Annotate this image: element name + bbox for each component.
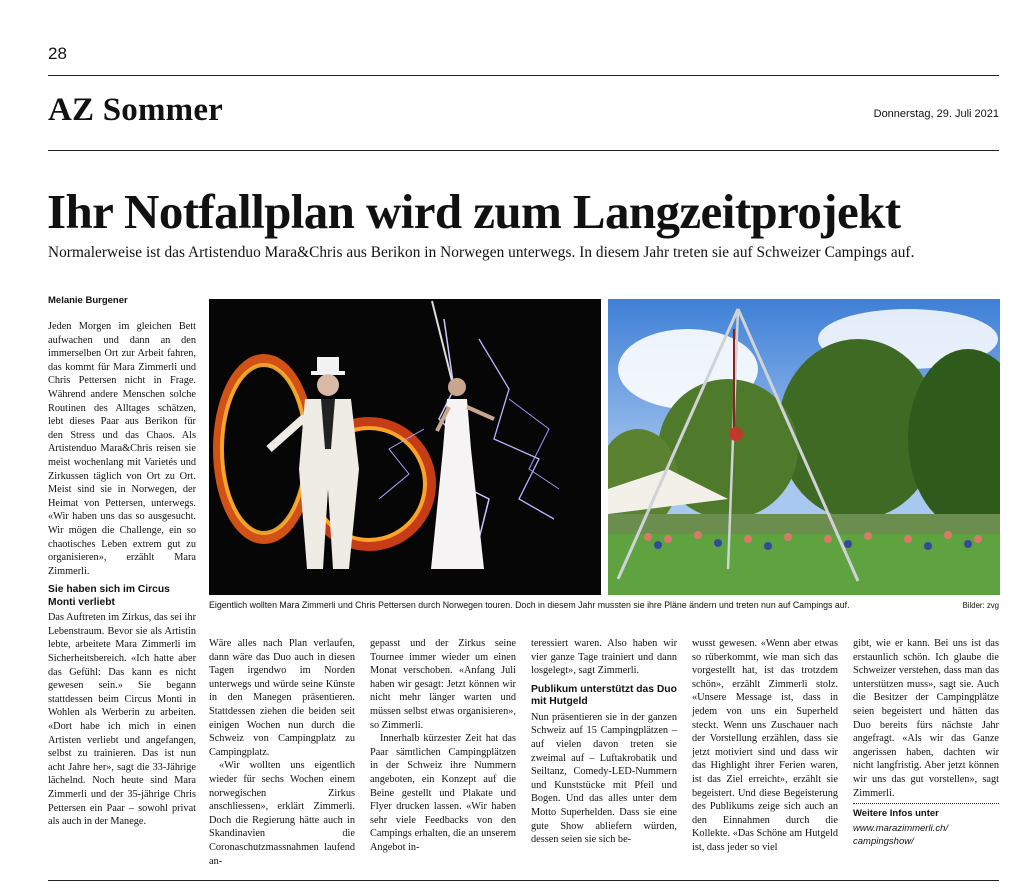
article-column-2 (209, 637, 355, 868)
subheading: Publikum unterstützt das Duo mit Hutgeld (531, 683, 677, 708)
info-link-line-1[interactable]: www.marazimmerli.ch/ (853, 823, 949, 834)
paragraph: wusst gewesen. «Wenn aber etwas so rüberkommt, wie man sich das vorgestellt hat, ist das trotzdem schön», erzählt Zimmerli stolz. «Unsere Message ist, dass in jedem von uns ein Superheld steckt. Wenn uns Zuschauer nach der Vorstellung erzählen, dass sie jetzt motiviert sind und dass wir das Highlight ihrer Ferien waren, ist das Ziel erreicht», erzählt sie begeistert. Und diese Begeisterung des Publikums zeige sich auch an den Einnahmen durch die Kollekte. «Das Schöne am Hutgeld ist, dass jeder so viel (692, 638, 838, 853)
issue-date: Donnerstag, 29. Juli 2021 (873, 108, 999, 120)
info-divider (853, 803, 999, 804)
photo-camping-show (608, 299, 1000, 595)
article-column-3 (370, 637, 516, 855)
article-column-5 (692, 637, 838, 855)
photo-artists-fire-led (209, 299, 601, 595)
paragraph: Innerhalb kürzester Zeit hat das Paar sämtlichen Campingplätzen in der Schweiz ihre Nummern angeboten, ein Konzept auf die Beine gestellt und Plakate und Flyer drucken lassen. «Wir haben sehr viele Feedbacks von den Campings erhalten, die an unserem Angebot in- (370, 733, 516, 853)
paragraph: «Wir wollten uns eigentlich wieder für sechs Wochen einem norwegischen Zirkus anschliessen», erklärt Zimmerli. Doch die Regierung hätte auch in Skandinavien die Coronaschutzmassnahmen laufend an- (209, 760, 355, 867)
info-link-line-2[interactable]: campingshow/ (853, 836, 914, 847)
paragraph: gibt, wie er kann. Bei uns ist das erstaunlich schön. Ich glaube die Schweizer verstehen, dass man das unterstützen muss», sagt sie. Auch die Besitzer der Campingplätze seien begeistert und hätten das Duo bereits fürs nächste Jahr angefragt. «Als wir das Ganze angerissen haben, dachten wir nicht langfristig. Aber jetzt können wir uns das gut vorstellen», sagt Zimmerli. (853, 638, 999, 799)
article-lead: Normalerweise ist das Artistenduo Mara&Chris aus Berikon in Norwegen unterwegs. In diesem Jahr treten sie auf Schweizer Campings auf. (48, 244, 915, 261)
subheading: Sie haben sich im Circus Monti verliebt (48, 584, 170, 608)
paragraph: teressiert waren. Also haben wir vier ganze Tage trainiert und dann losgelegt», sagt Zimmerli. (531, 638, 677, 677)
info-title: Weitere Infos unter (853, 808, 939, 819)
header-bottom-rule (48, 150, 999, 151)
page-number: 28 (48, 44, 67, 63)
article-author: Melanie Burgener (48, 295, 128, 306)
photo-caption: Eigentlich wollten Mara Zimmerli und Chris Pettersen durch Norwegen touren. Doch in diesem Jahr mussten sie ihre Pläne ändern und treten nun auf Campings auf. (209, 600, 850, 610)
paragraph: gepasst und der Zirkus seine Tournee immer wieder um einen Monat verschoben. «Anfang Juli haben wir gesagt: Jetzt können wir nicht mehr länger warten und müssen selbst etwas organisieren», so Zimmerli. (370, 638, 516, 731)
article-column-6 (853, 637, 999, 800)
paragraph: Jeden Morgen im gleichen Bett aufwachen und dann an den immerselben Ort zur Arbeit fahren, das kommt für Mara Zimmerli und Chris Pettersen nicht in Frage. Während andere Menschen solche Routinen des Alltages schätzen, lebt dieses Paar aus Berikon für den Stress und das Chaos. Als Artistenduo Mara&Chris reisen sie meist wochenlang mit Varietés und Zirkussen täglich von Ort zu Ort. Meist sind sie in Norwegen, der Heimat von Pettersen, unterwegs. «Wir haben uns das so ausgesucht. Wir mögen die Challenge, ein so chaotisches Leben extrem gut zu organisieren», erzählt Mara Zimmerli. (48, 321, 196, 577)
info-link[interactable] (853, 822, 1003, 848)
footer-rule (48, 880, 999, 881)
header-top-rule (48, 75, 999, 76)
article-column-4 (531, 637, 677, 847)
article-column-1 (48, 320, 196, 829)
paragraph: Nun präsentieren sie in der ganzen Schweiz auf 15 Campingplätzen – auf vielen davon treten sie zweimal auf – Luftakrobatik und Seiltanz, Comedy-LED-Nummern und Kunststücke mit Pfeil und Bogen. Und das alles unter dem Motto Superhelden. Dass sie eine gute Show abliefern würden, dessen seien sie sich be- (531, 711, 677, 846)
article-headline: Ihr Notfallplan wird zum Langzeitprojekt (47, 184, 901, 239)
photo-credit: Bilder: zvg (962, 601, 999, 610)
paragraph: Das Auftreten im Zirkus, das sei ihr Lebenstraum. Bevor sie als Artistin lebte, arbeitete Mara Zimmerli im Sicherheitsbereich. «Ich hatte aber das Gefühl: Das kann es nicht gewesen sein.» Sie begann stattdessen beim Circus Monti in Wohlen als Werberin zu arbeiten. «Dort habe ich mich in einen Artisten verliebt und angefangen, selbst zu trainieren. Das ist nun acht Jahre her», sagt die 33-Jährige lächelnd. Noch heute sind Mara Zimmerli und der 35-jährige Chris Pettersen ein Paar – sowohl privat als auch in der Manege. (48, 612, 196, 828)
paragraph: Wäre alles nach Plan verlaufen, dann wäre das Duo auch in diesen Tagen irgendwo im Norden unterwegs und würde seine Künste in den Manegen präsentieren. Stattdessen ziehen die beiden seit einigen Wochen nun durch die Schweiz von Campingplatz zu Campingplatz. (209, 638, 355, 758)
section-title: AZ Sommer (48, 92, 224, 128)
